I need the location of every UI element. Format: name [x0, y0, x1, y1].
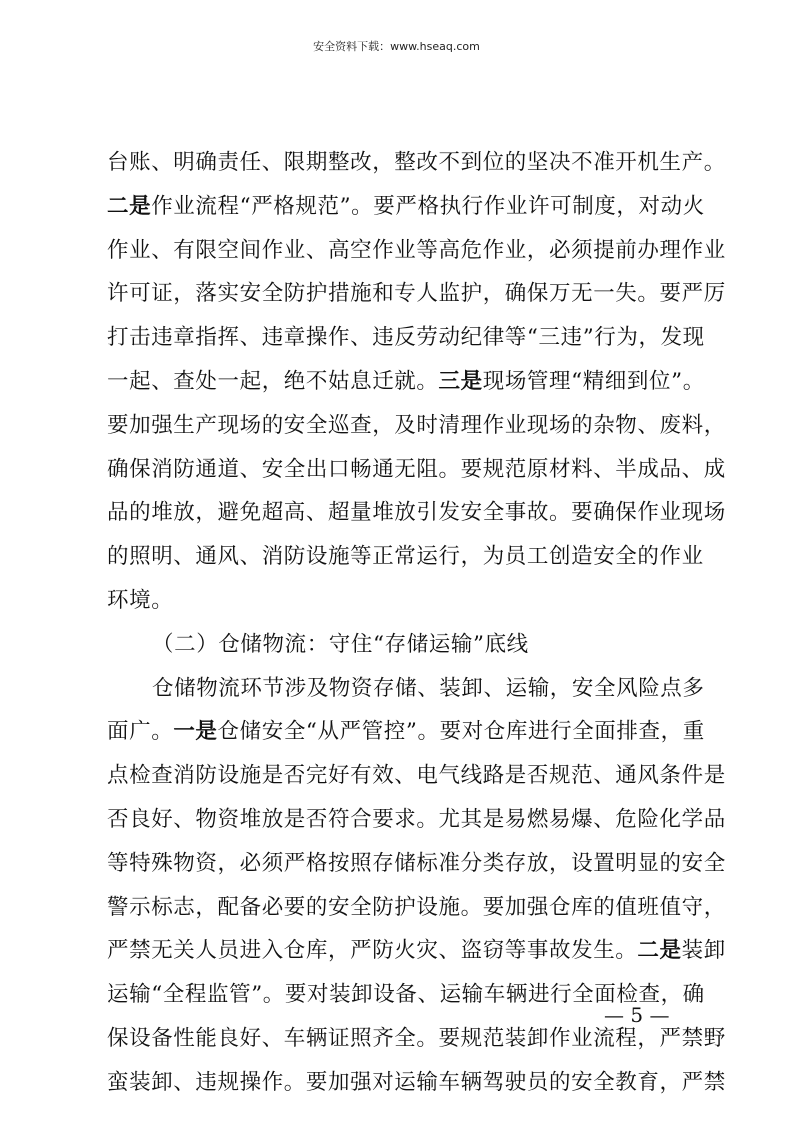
text-segment: 装卸	[681, 938, 726, 964]
text-segment: 作业流程“严格规范”。要严格执行作业许可制度，对动火	[151, 193, 705, 219]
text-line	[107, 929, 726, 973]
text-line	[107, 229, 726, 273]
text-segment: 要加强生产现场的安全巡查，及时清理作业现场的杂物、废料，	[107, 412, 726, 438]
text-segment: 现场管理“精细到位”。	[482, 368, 705, 394]
text-segment: 保设备性能良好、车辆证照齐全。要规范装卸作业流程，严禁野	[107, 1025, 726, 1051]
bold-marker: 一是	[173, 719, 218, 745]
text-segment: 作业、有限空间作业、高空作业等高危作业，必须提前办理作业	[107, 237, 726, 263]
text-segment: 警示标志，配备必要的安全防护设施。要加强仓库的值班值守，	[107, 894, 726, 920]
text-line	[107, 710, 705, 754]
text-segment: 仓储物流环节涉及物资存储、装卸、运输，安全风险点多	[152, 675, 705, 701]
text-segment: 确保消防通道、安全出口畅通无阻。要规范原材料、半成品、成	[107, 456, 726, 482]
text-line	[107, 842, 726, 886]
text-line	[107, 886, 726, 930]
text-line	[107, 491, 726, 535]
bold-marker: 三是	[438, 368, 483, 394]
text-segment: 一起、查处一起，绝不姑息迁就。	[107, 368, 439, 394]
text-line	[107, 798, 726, 842]
text-line	[107, 754, 726, 798]
text-segment: 打击违章指挥、违章操作、违反劳动纪律等“三违”行为，发现	[107, 325, 705, 351]
text-segment: 点检查消防设施是否完好有效、电气线路是否规范、通风条件是	[107, 763, 726, 789]
text-segment: 品的堆放，避免超高、超量堆放引发安全事故。要确保作业现场	[107, 500, 726, 526]
text-line	[107, 360, 705, 404]
bold-marker: 二是	[637, 938, 682, 964]
text-line	[107, 272, 726, 316]
text-line	[107, 579, 693, 623]
text-line	[107, 404, 726, 448]
text-segment: 台账、明确责任、限期整改，整改不到位的坚决不准开机生产。	[107, 150, 726, 175]
text-segment: 运输“全程监管”。要对装卸设备、运输车辆进行全面检查，确	[107, 982, 705, 1008]
text-line	[107, 1061, 726, 1105]
text-line	[107, 535, 704, 579]
page-number: — 5 —	[604, 1003, 670, 1027]
site-header: 安全资料下载：www.hseaq.com	[313, 40, 480, 53]
text-line	[107, 448, 726, 492]
text-line	[107, 316, 705, 360]
text-segment: 蛮装卸、违规操作。要加强对运输车辆驾驶员的安全教育，严禁	[107, 1069, 726, 1095]
text-segment: 等特殊物资，必须严格按照存储标准分类存放，设置明显的安全	[107, 850, 726, 876]
text-segment: 否良好、物资堆放是否符合要求。尤其是易燃易爆、危险化学品	[107, 806, 726, 832]
text-segment: 仓储安全“从严管控”。要对仓库进行全面排查，重	[217, 719, 705, 745]
text-segment: 的照明、通风、消防设施等正常运行，为员工创造安全的作业	[107, 544, 704, 570]
text-segment: 许可证，落实安全防护措施和专人监护，确保万无一失。要严厉	[107, 281, 726, 307]
text-segment: （二）仓储物流：守住“存储运输”底线	[152, 631, 529, 657]
section-heading	[107, 623, 693, 667]
text-line	[107, 667, 705, 711]
text-segment: 严禁无关人员进入仓库，严防火灾、盗窃等事故发生。	[107, 938, 638, 964]
document-body	[107, 141, 726, 1105]
text-line	[107, 141, 726, 185]
text-segment: 环境。	[107, 587, 174, 613]
text-line	[107, 185, 705, 229]
text-segment: 面广。	[107, 719, 174, 745]
bold-marker: 二是	[107, 193, 152, 219]
